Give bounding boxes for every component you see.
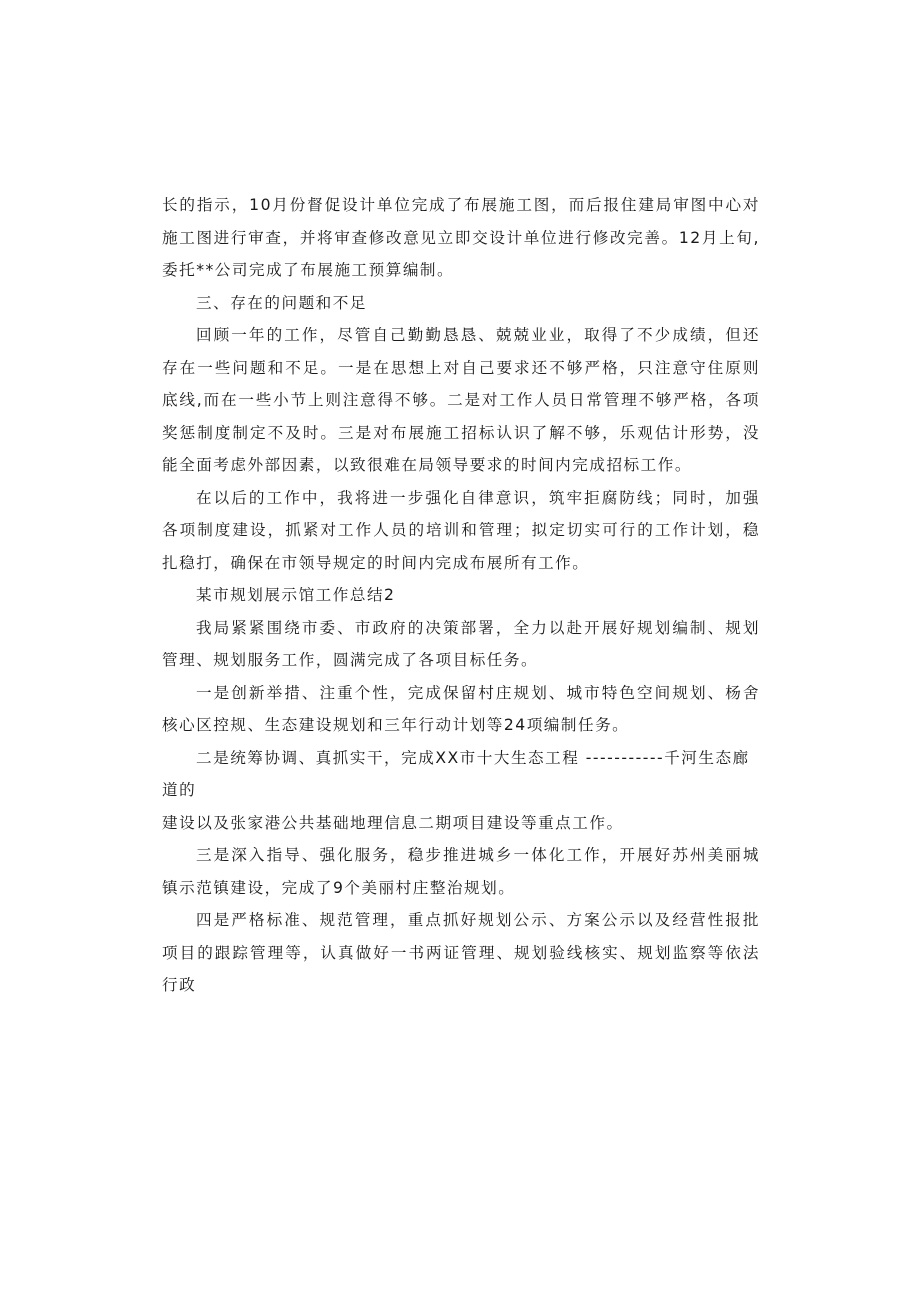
document-body — [162, 189, 760, 1002]
paragraph-item-one: 一是创新举措、注重个性，完成保留村庄规划、城市特色空间规划、杨舍核心区控规、生态建设规划和三年行动计划等24项编制任务。 — [162, 683, 760, 734]
paragraph-future-work: 在以后的工作中，我将进一步强化自律意识，筑牢拒腐防线；同时，加强各项制度建设，抓紧对工作人员的培训和管理；拟定切实可行的工作计划，稳扎稳打，确保在市领导规定的时间内完成布展所有工作。 — [162, 488, 760, 572]
paragraph-item-three: 三是深入指导、强化服务，稳步推进城乡一体化工作，开展好苏州美丽城镇示范镇建设，完成了9个美丽村庄整治规划。 — [162, 846, 760, 897]
paragraph-item-two-line2: 建设以及张家港公共基础地理信息二期项目建设等重点工作。 — [162, 813, 624, 832]
paragraph-review: 回顾一年的工作，尽管自己勤勤恳恳、兢兢业业，取得了不少成绩，但还存在一些问题和不足。一是在思想上对自己要求还不够严格，只注意守住原则底线,而在一些小节上则注意得不够。二是对工作人员日常管理不够严格，各项奖惩制度制定不及时。三是对布展施工招标认识了解不够，乐观估计形势，没能全面考虑外部因素，以致很难在局领导要求的时间内完成招标工作。 — [162, 326, 760, 474]
paragraph-continuation: 长的指示，10月份督促设计单位完成了布展施工图，而后报住建局审图中心对施工图进行审查，并将审查修改意见立即交设计单位进行修改完善。12月上旬,委托**公司完成了布展施工预算编制。 — [162, 196, 760, 279]
paragraph-item-four: 四是严格标准、规范管理，重点抓好规划公示、方案公示以及经营性报批项目的跟踪管理等，认真做好一书两证管理、规划验线核实、规划监察等依法行政 — [162, 911, 760, 994]
section-heading-problems: 三、存在的问题和不足 — [196, 293, 367, 312]
paragraph-intro: 我局紧紧围绕市委、市政府的决策部署，全力以赴开展好规划编制、规划管理、规划服务工作，圆满完成了各项目标任务。 — [162, 618, 760, 669]
section-heading-summary-2: 某市规划展示馆工作总结2 — [196, 586, 396, 604]
paragraph-item-two-line1: 二是统筹协调、真抓实干，完成XX市十大生态工程 -----------千河生态廊道的 — [162, 748, 750, 799]
